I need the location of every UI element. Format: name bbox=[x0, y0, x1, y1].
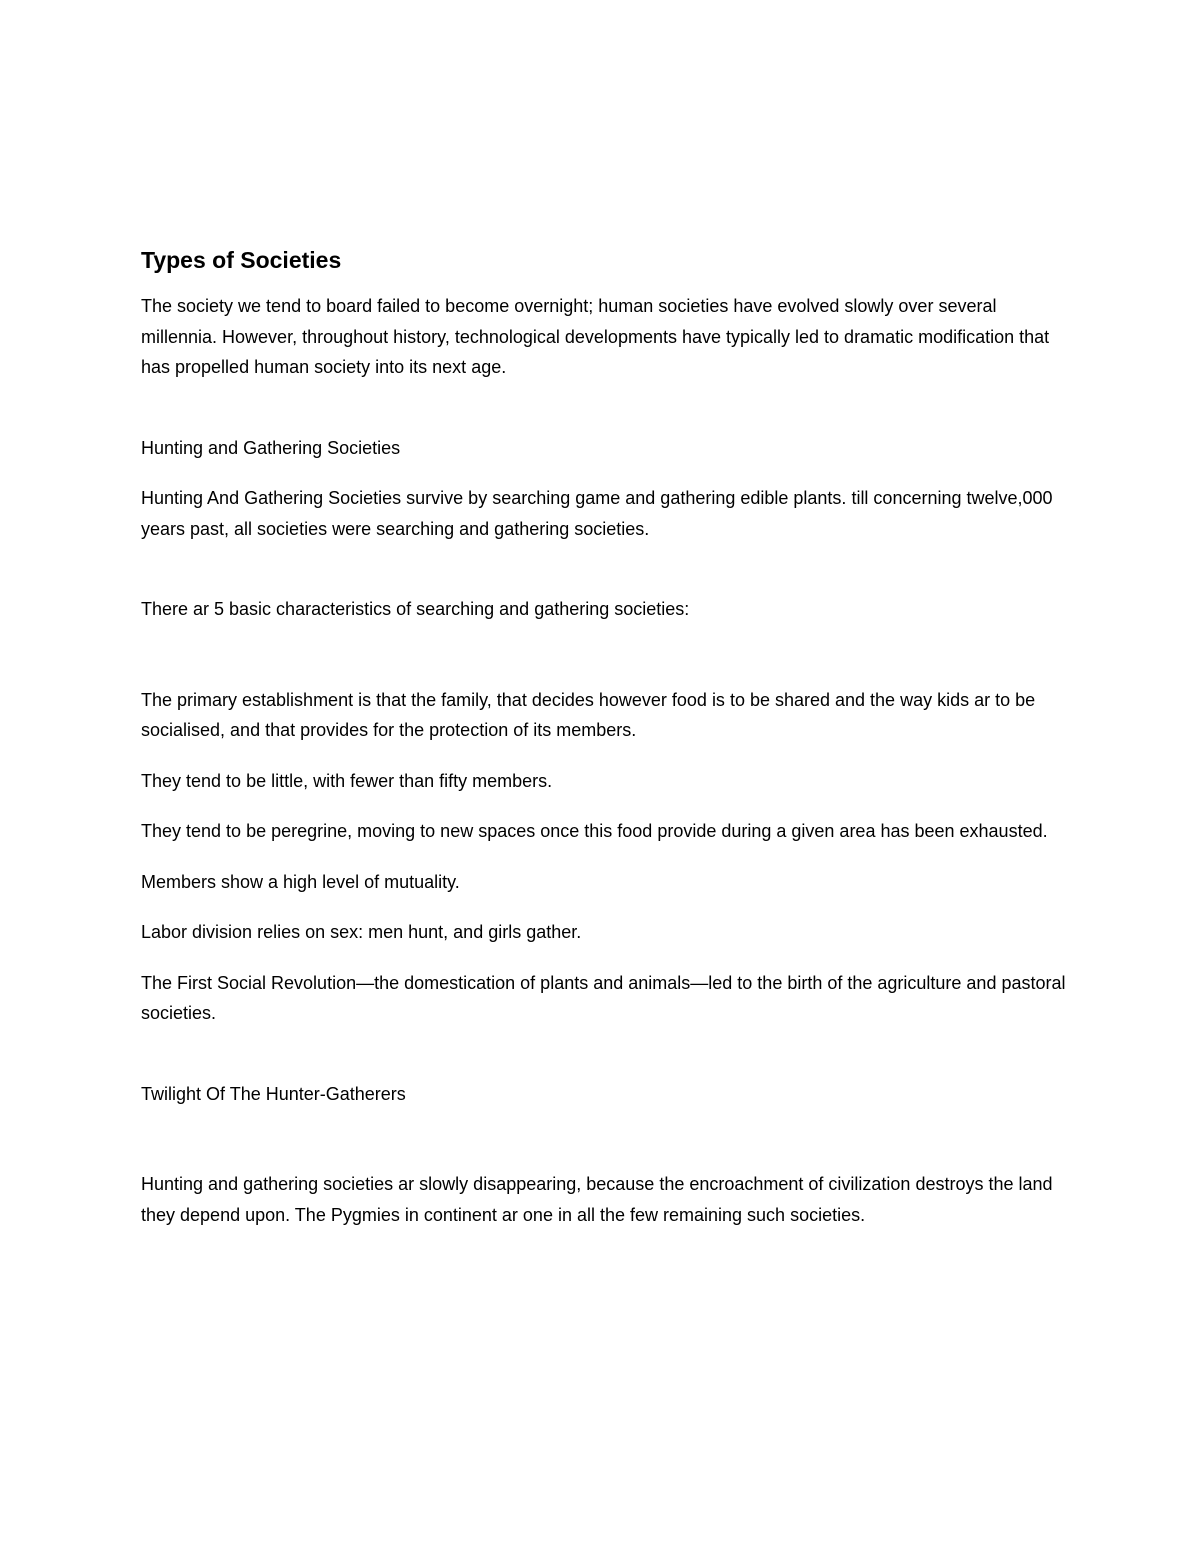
document-body bbox=[141, 243, 1071, 1230]
social-revolution-paragraph: The First Social Revolution—the domestication of plants and animals—led to the birth of the agriculture and pastoral societies. bbox=[141, 972, 1066, 1023]
hunting-gathering-paragraph: Hunting And Gathering Societies survive by searching game and gathering edible plants. till concerning twelve,000 years past, all societies were searching and gathering societies. bbox=[141, 488, 1053, 539]
section-heading-twilight: Twilight Of The Hunter-Gatherers bbox=[141, 1083, 406, 1104]
characteristics-intro: There ar 5 basic characteristics of searching and gathering societies: bbox=[141, 599, 690, 619]
characteristic-item: Members show a high level of mutuality. bbox=[141, 871, 460, 892]
characteristic-item: They tend to be peregrine, moving to new spaces once this food provide during a given area has been exhausted. bbox=[141, 821, 1048, 841]
document-title: Types of Societies bbox=[141, 247, 342, 273]
section-heading-hunting-gathering: Hunting and Gathering Societies bbox=[141, 437, 401, 458]
characteristic-item: They tend to be little, with fewer than fifty members. bbox=[141, 770, 553, 791]
characteristic-item: Labor division relies on sex: men hunt, and girls gather. bbox=[141, 922, 582, 942]
twilight-paragraph: Hunting and gathering societies ar slowly disappearing, because the encroachment of civilization destroys the land they depend upon. The Pygmies in continent ar one in all the few remaining such societies. bbox=[141, 1174, 1053, 1225]
characteristic-item: The primary establishment is that the family, that decides however food is to be shared and the way kids ar to be socialised, and that provides for the protection of its members. bbox=[141, 689, 1036, 740]
intro-paragraph: The society we tend to board failed to become overnight; human societies have evolved slowly over several millennia. However, throughout history, technological developments have typically led to dramatic modification that has propelled human society into its next age. bbox=[141, 296, 1050, 377]
